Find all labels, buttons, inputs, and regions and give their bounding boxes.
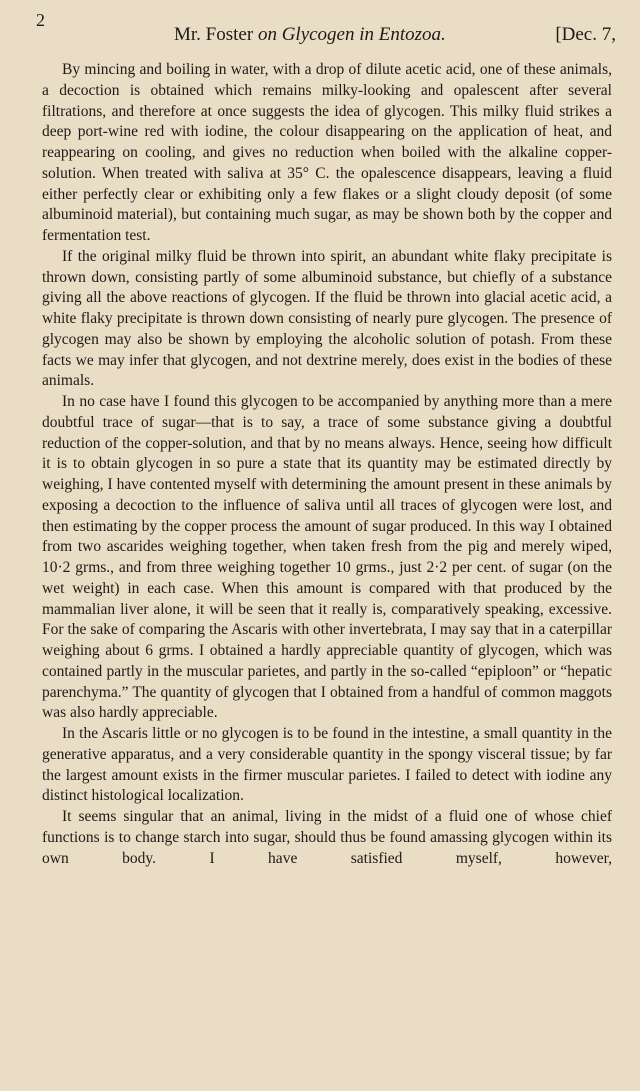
running-title [174, 24, 446, 46]
running-head [36, 10, 616, 50]
paragraph-decoction: By mincing and boiling in water, with a drop of dilute acetic acid, one of these animals, a decoction is obtained which remains milky-looking and opalescent after several filtrations, and therefore at once suggests the idea of glycogen. This milky fluid strikes a deep port-wine red with iodine, the colour disappearing on the application of heat, and reappearing on cooling, and gives no reduction when boiled with the alkaline copper-solution. When treated with saliva at 35° C. the opalescence disappears, leaving a fluid either perfectly clear or exhibiting only a few flakes or a slight cloudy deposit (of some albuminoid material), but containing much sugar, as may be shown both by the copper and fermentation test. [42, 61, 612, 244]
paragraph-quantity: In no case have I found this glycogen to be accompanied by anything more than a mere doubtful trace of sugar—that is to say, a trace of some substance giving a doubtful reduction of the copper-solution, and that by no means always. Hence, seeing how difficult it is to obtain glycogen in so pure a state that its quantity may be estimated directly by weighing, I have contented myself with determining the amount present in these animals by exposing a decoction to the influence of saliva until all traces of glycogen were lost, and then estimating by the copper process the amount of sugar produced. In this way I obtained from two ascarides weighing together, when taken fresh from the pig and merely wiped, 10·2 grms., and from three weighing together 10 grms., just 2·2 per cent. of sugar (on the wet weight) in each case. When this amount is compared with that produced by the mammalian liver alone, it will be seen that it really is, comparatively speaking, excessive. For the sake of comparing the Ascaris with other invertebrata, I may say that in a caterpillar weighing about 6 grms. I obtained a hardly appreciable quantity of glycogen, which was contained partly in the muscular parietes, and partly in the so-called “epiploon” or “hepatic parenchyma.” The quantity of glycogen that I obtained from a handful of common maggots was also hardly appreciable. [42, 393, 612, 722]
paragraph-singular: It seems singular that an animal, living in the midst of a fluid one of whose chief functions is to change starch into sugar, should thus be found amassing glycogen within its own body. I have satisfied myself, however, [42, 808, 612, 867]
running-title-author: Mr. Foster [174, 24, 258, 45]
paragraph-precipitate: If the original milky fluid be thrown into spirit, an abundant white flaky precipitate is thrown down, consisting partly of some albuminoid substance, but chiefly of a substance giving all the above reactions of glycogen. If the fluid be thrown into glacial acetic acid, a white flaky precipitate is thrown down consisting of nearly pure glycogen. The presence of glycogen may also be shown by employing the alcoholic solution of potash. From these facts we may infer that glycogen, and not dextrine merely, does exist in the bodies of these animals. [42, 247, 612, 390]
running-date: [Dec. 7, [555, 24, 616, 45]
page-number: 2 [36, 10, 45, 30]
paragraph-distribution: In the Ascaris little or no glycogen is to be found in the intestine, a small quantity in the generative apparatus, and a very considerable quantity in the spongy visceral tissue; by far the largest amount exists in the firmer muscular parietes. I failed to detect with iodine any distinct histological localization. [42, 725, 612, 805]
article-body [42, 60, 612, 869]
running-title-subject: on Glycogen in Entozoa. [257, 24, 446, 45]
